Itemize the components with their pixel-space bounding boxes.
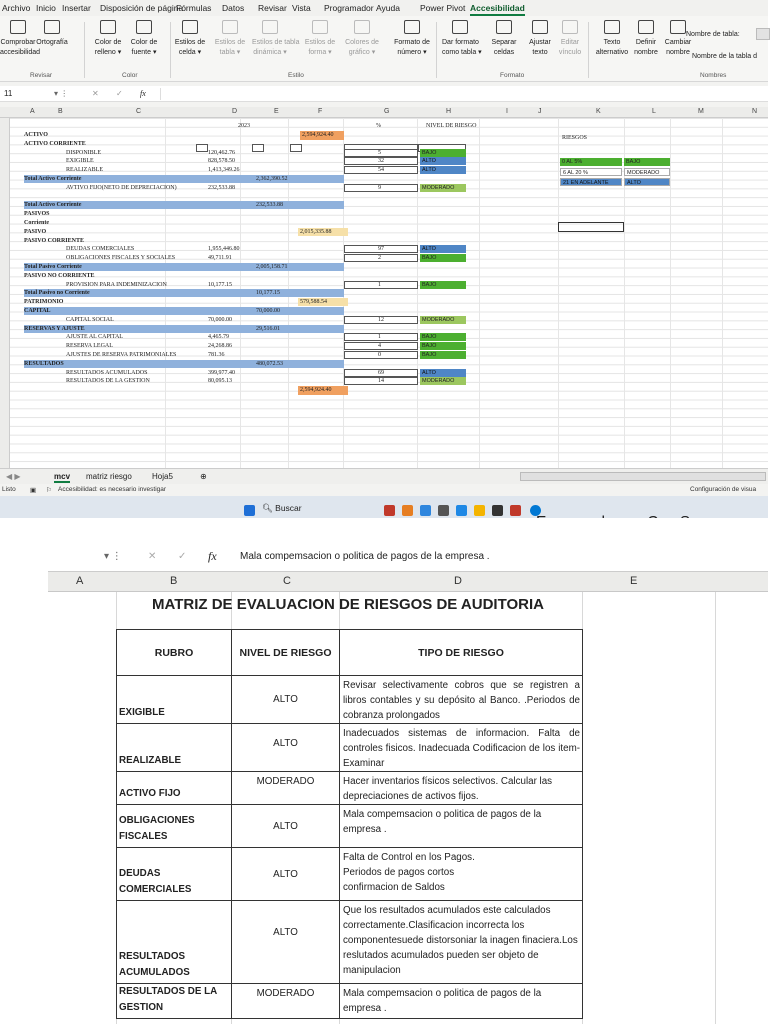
risk-level-cell[interactable]: MODERADO: [420, 316, 466, 324]
matrix-row: [117, 901, 583, 984]
risk-level-cell[interactable]: ALTO: [420, 166, 466, 174]
menu-tab-inicio[interactable]: Inicio: [36, 3, 56, 13]
legend-level[interactable]: ALTO: [624, 178, 670, 186]
subtotal-cell[interactable]: 70,000.00: [256, 308, 280, 314]
app-icon[interactable]: [456, 505, 467, 516]
formula-text[interactable]: Mala compemsacion o politica de pagos de la empresa .: [240, 551, 490, 562]
row-numbers: [0, 118, 10, 468]
sheet-tabs: [0, 468, 768, 484]
col-header[interactable]: K: [596, 108, 601, 115]
percent-cell[interactable]: 4: [378, 343, 381, 350]
percent-header: %: [376, 123, 381, 129]
tipo-riesgo-cell[interactable]: Inadecuados sistemas de informacion. Falta de controles fisicos. Inadecuada Codificacion de los item-Examinar: [340, 724, 583, 772]
col-header[interactable]: F: [318, 108, 323, 115]
amount-cell[interactable]: 232,533.88: [208, 184, 235, 191]
subtotal-cell[interactable]: 2,005,158.71: [256, 264, 288, 270]
rubro-cell[interactable]: ACTIVO FIJO: [117, 772, 232, 805]
percent-cell-border: [344, 351, 418, 359]
enter-icon[interactable]: ✓: [116, 89, 123, 98]
row-label[interactable]: CAPITAL: [24, 308, 51, 314]
amount-cell[interactable]: 70,000.00: [208, 316, 232, 323]
menu-tab-f-rmulas[interactable]: Fórmulas: [176, 3, 212, 13]
amount-cell[interactable]: 828,578.50: [208, 158, 235, 165]
row-label[interactable]: CAPITAL SOCIAL: [66, 316, 114, 323]
row-label[interactable]: RESERVAS Y AJUSTE: [24, 325, 85, 332]
tipo-riesgo-cell[interactable]: Mala compemsacion o politica de pagos de la empresa .: [340, 805, 583, 848]
ribbon-button-icon: [404, 20, 420, 34]
column-headers: [0, 107, 768, 118]
row-label[interactable]: AJUSTE AL CAPITAL: [66, 334, 123, 341]
ribbon-button[interactable]: [34, 20, 70, 47]
macro-icon[interactable]: ▣: [30, 487, 37, 494]
row-label[interactable]: RESERVA LEGAL: [66, 343, 113, 350]
group-total-cell[interactable]: 2,594,924.40: [298, 386, 348, 395]
row-label[interactable]: ACTIVO: [24, 132, 48, 138]
row-label[interactable]: Corriente: [24, 220, 49, 226]
risk-level-cell[interactable]: BAJO: [420, 149, 466, 157]
row-label[interactable]: PATRIMONIO: [24, 299, 64, 306]
worksheet-grid[interactable]: [10, 118, 768, 468]
subtotal-cell[interactable]: 480,072.53: [256, 360, 283, 367]
risk-level-cell[interactable]: MODERADO: [420, 184, 466, 192]
amount-cell[interactable]: 49,711.91: [208, 255, 232, 262]
status-accessibility[interactable]: Accesibilidad: es necesario investigar: [58, 486, 167, 493]
app-icon[interactable]: [492, 505, 503, 516]
row-label[interactable]: ACTIVO CORRIENTE: [24, 140, 86, 147]
ribbon-button-icon: [10, 20, 26, 34]
percent-cell-border: [344, 184, 418, 192]
percent-cell[interactable]: 9: [378, 184, 381, 191]
ribbon-button-icon: [262, 20, 278, 34]
percent-cell[interactable]: 97: [378, 246, 384, 253]
tipo-riesgo-cell[interactable]: Mala compemsacion o politica de pagos de la empresa .: [340, 984, 583, 1019]
ribbon-button[interactable]: [660, 20, 696, 57]
row-label[interactable]: PASIVOS: [24, 211, 50, 218]
amount-cell[interactable]: 1,413,349.26: [208, 167, 240, 174]
matrix-row: [117, 772, 583, 805]
percent-cell[interactable]: 14: [378, 378, 384, 385]
matrix-title: MATRIZ DE EVALUACION DE RIESGOS DE AUDITORIA: [152, 596, 544, 613]
search-icon: 🔍︎: [262, 503, 276, 513]
ribbon-button-icon: [354, 20, 370, 34]
worksheet-grid[interactable]: [48, 592, 768, 1024]
name-box-dropdown-icon[interactable]: ▾ ⋮: [104, 551, 122, 562]
row-label[interactable]: RESULTADOS ACUMULADOS: [66, 369, 148, 376]
percent-cell-border: [344, 254, 418, 262]
row-label[interactable]: DEUDAS COMERCIALES: [66, 246, 135, 253]
group-total-cell[interactable]: 2,015,335.88: [298, 228, 348, 236]
rubro-cell[interactable]: DEUDAS COMERCIALES: [117, 848, 232, 901]
table-name-input[interactable]: [756, 28, 770, 40]
percent-cell[interactable]: 69: [378, 369, 384, 376]
matrix-row: [117, 676, 583, 724]
ribbon-button-label: Colores de gráfico ▾: [345, 39, 379, 56]
ribbon-button-icon: [532, 20, 548, 34]
risk-level-cell[interactable]: BAJO: [420, 333, 466, 341]
row-label[interactable]: RESULTADOS: [24, 360, 64, 367]
col-header[interactable]: A: [30, 108, 35, 115]
amount-cell[interactable]: 10,177.15: [208, 281, 232, 288]
filter-dropdown[interactable]: [252, 144, 264, 152]
riesgos-header: RIESGOS: [562, 135, 588, 141]
row-label[interactable]: OBLIGACIONES FISCALES Y SOCIALES: [66, 255, 176, 262]
formula-bar: [48, 544, 768, 572]
amount-cell[interactable]: 399,977.40: [208, 369, 235, 376]
percent-cell[interactable]: 5: [378, 149, 381, 156]
row-label[interactable]: Total Pasivo no Corriente: [24, 290, 90, 297]
tipo-riesgo-cell[interactable]: Que los resultados acumulados este calculados correctamente.Clasificacion incorrecta los componentesuede distorsoniar la inagen finaciera.Los reslutados acumulados pueden ser objeto de manipulacion: [340, 901, 583, 984]
formula-bar: [0, 86, 768, 102]
filter-dropdown[interactable]: [196, 144, 208, 152]
ribbon-button-icon: [136, 20, 152, 34]
ribbon-button-icon: [562, 20, 578, 34]
col-header-c[interactable]: C: [283, 575, 291, 587]
ribbon-button-label: Comprobar accesibilidad: [0, 39, 41, 56]
nivel-cell[interactable]: ALTO: [232, 848, 340, 901]
col-header[interactable]: C: [136, 108, 142, 115]
ribbon-button-label: Estilos de tabla ▾: [214, 39, 246, 56]
ribbon-group-label: Color: [122, 72, 138, 79]
nivel-cell[interactable]: MODERADO: [232, 772, 340, 805]
function-icon[interactable]: fx: [208, 549, 217, 563]
amount-cell[interactable]: 1,955,446.80: [208, 246, 240, 253]
name-box-dropdown-icon[interactable]: ▾ ⋮: [54, 89, 69, 98]
menu-tab-accesibilidad[interactable]: Accesibilidad: [470, 3, 525, 16]
percent-cell-border: [344, 149, 418, 157]
matrix-row: [117, 848, 583, 901]
total-row-band: [24, 360, 344, 368]
status-bar: [0, 484, 768, 496]
row-label[interactable]: PASIVO CORRIENTE: [24, 237, 84, 244]
windows-start-icon[interactable]: [244, 505, 255, 516]
row-label[interactable]: Total Pasivo Corriente: [24, 264, 82, 270]
risk-level-cell[interactable]: ALTO: [420, 245, 466, 253]
col-header[interactable]: H: [446, 108, 452, 115]
column-headers: [48, 572, 768, 592]
legend-level[interactable]: BAJO: [624, 158, 670, 166]
row-label[interactable]: PASIVO: [24, 228, 47, 235]
ribbon-button-label: Editar vínculo: [558, 39, 582, 56]
accessibility-icon[interactable]: ⚐: [46, 487, 52, 494]
ribbon-button-label: Color de fuente ▾: [130, 39, 158, 56]
ribbon-group-label: Revisar: [30, 72, 53, 79]
legend-range[interactable]: 6 AL 20 %: [560, 168, 622, 176]
col-header[interactable]: D: [232, 108, 238, 115]
risk-level-cell[interactable]: BAJO: [420, 281, 466, 289]
ribbon-button[interactable]: [394, 20, 430, 57]
row-label[interactable]: PASIVO NO CORRIENTE: [24, 272, 95, 279]
app-icon[interactable]: [420, 505, 431, 516]
ribbon-button-label: Texto alternativo: [595, 39, 629, 56]
tipo-riesgo-cell[interactable]: Falta de Control en los Pagos. Periodos de pagos cortos confirmacion de Saldos: [340, 848, 583, 901]
ribbon-button[interactable]: [172, 20, 208, 57]
selected-cell[interactable]: [558, 222, 624, 232]
ribbon-button[interactable]: [126, 20, 162, 57]
ribbon-button-label: Color de relleno ▾: [94, 39, 122, 56]
ribbon-group-label: Nombres: [700, 72, 727, 79]
menu-tab-ayuda[interactable]: Ayuda: [376, 3, 400, 13]
matrix-row: [117, 984, 583, 1019]
name-box[interactable]: 11: [4, 89, 13, 98]
ribbon-button-label: Definir nombre: [634, 39, 658, 56]
menu-tab-power-pivot[interactable]: Power Pivot: [420, 3, 466, 13]
ribbon-button-icon: [452, 20, 468, 34]
risk-level-cell[interactable]: BAJO: [420, 351, 466, 359]
ribbon-button[interactable]: [442, 20, 482, 57]
row-label[interactable]: DISPONIBLE: [66, 149, 102, 156]
row-label[interactable]: REALIZABLE: [66, 167, 103, 174]
status-display-settings[interactable]: Configuración de visua: [690, 486, 757, 493]
nivel-cell[interactable]: MODERADO: [232, 984, 340, 1019]
percent-cell-border: [344, 281, 418, 289]
ribbon-button[interactable]: [486, 20, 522, 57]
subtotal-cell[interactable]: 10,177.15: [256, 290, 280, 297]
app-icon[interactable]: [510, 505, 521, 516]
header-rubro: RUBRO: [117, 630, 232, 676]
col-header[interactable]: M: [698, 108, 704, 115]
amount-cell[interactable]: 80,095.13: [208, 378, 232, 385]
ribbon-button-icon: [638, 20, 654, 34]
subtotal-cell[interactable]: 2,362,390.52: [256, 176, 288, 182]
row-label[interactable]: PROVISION PARA INDEMINIZACION: [66, 281, 167, 288]
ribbon-button[interactable]: [552, 20, 588, 57]
ribbon-button[interactable]: [594, 20, 630, 57]
ribbon-button-label: Estilos de celda ▾: [174, 39, 206, 56]
percent-cell-border: [344, 333, 418, 341]
ribbon-button-label: Formato de número ▾: [394, 39, 430, 56]
nivel-cell[interactable]: ALTO: [232, 805, 340, 848]
function-icon[interactable]: fx: [140, 89, 146, 98]
matrix-row: [117, 724, 583, 772]
matrix-row: [117, 805, 583, 848]
add-sheet-icon[interactable]: ⊕: [200, 472, 207, 481]
percent-cell[interactable]: 32: [378, 158, 384, 165]
filter-dropdown[interactable]: [290, 144, 302, 152]
ribbon-button[interactable]: [90, 20, 126, 57]
total-row-band: [24, 307, 344, 315]
risk-level-cell[interactable]: BAJO: [420, 342, 466, 350]
ribbon-button-label: Ortografía: [36, 39, 68, 46]
ribbon-button-label: Dar formato como tabla ▾: [442, 39, 482, 56]
tipo-riesgo-cell[interactable]: Hacer inventarios físicos selectivos. Calcular las depreciaciones de activos fijos.: [340, 772, 583, 805]
header-tipo: TIPO DE RIESGO: [340, 630, 583, 676]
col-header-a[interactable]: A: [76, 575, 84, 587]
rubro-cell[interactable]: RESULTADOS ACUMULADOS: [117, 901, 232, 984]
ribbon-button[interactable]: [628, 20, 664, 57]
ribbon-button[interactable]: [302, 20, 338, 57]
ribbon-button-label: Estilos de tabla dinámica ▾: [252, 39, 300, 56]
amount-cell[interactable]: 4,465.79: [208, 334, 229, 341]
row-label[interactable]: RESULTADOS DE LA GESTION: [66, 378, 150, 385]
col-header-e[interactable]: E: [630, 575, 638, 587]
col-header[interactable]: B: [58, 108, 63, 115]
taskbar-search[interactable]: 🔍︎ Buscar: [262, 503, 302, 513]
risk-level-cell[interactable]: MODERADO: [420, 377, 466, 385]
risk-level-cell[interactable]: ALTO: [420, 369, 466, 377]
table-name-label-2: Nombre de la tabla d: [692, 53, 757, 60]
horizontal-scrollbar[interactable]: [520, 472, 766, 481]
menu-tab-vista[interactable]: Vista: [292, 3, 311, 13]
rubro-cell[interactable]: OBLIGACIONES FISCALES: [117, 805, 232, 848]
app-icon[interactable]: [438, 505, 449, 516]
ribbon-button-label: Ajustar texto: [529, 39, 551, 56]
menu-tab-disposici-n-de-p-gina[interactable]: Disposición de página: [100, 3, 184, 13]
page-gap: [0, 518, 768, 544]
col-header[interactable]: E: [274, 108, 279, 115]
ribbon-button[interactable]: [252, 20, 300, 57]
percent-cell[interactable]: 1: [378, 334, 381, 341]
year-header: 2023: [238, 123, 250, 129]
cancel-icon[interactable]: ✕: [92, 89, 99, 98]
excel-screenshot-bottom: [48, 544, 768, 1024]
row-label[interactable]: AVTIVO FIJO(NETO DE DEPRECIACION): [66, 184, 177, 191]
subtotal-cell[interactable]: 29,516.01: [256, 325, 280, 332]
percent-cell[interactable]: 2: [378, 255, 381, 262]
tab-scroll-left-icon[interactable]: ◀ ▶: [6, 472, 21, 481]
col-header[interactable]: L: [652, 108, 656, 115]
percent-cell[interactable]: 54: [378, 167, 384, 174]
percent-cell[interactable]: 1: [378, 281, 381, 288]
percent-cell[interactable]: 0: [378, 352, 381, 358]
risk-level-cell[interactable]: BAJO: [420, 254, 466, 262]
tipo-riesgo-cell[interactable]: Revisar selectivamente cobros que se registren a libros contables y su depósito al Banco. .Periodos de cobranza prolongados: [340, 676, 583, 724]
percent-cell[interactable]: 12: [378, 316, 384, 323]
ribbon-button-icon: [222, 20, 238, 34]
app-icon[interactable]: [402, 505, 413, 516]
rubro-cell[interactable]: RESULTADOS DE LA GESTION: [117, 984, 232, 1019]
ribbon-button[interactable]: [212, 20, 248, 57]
ribbon-button-icon: [312, 20, 328, 34]
legend-range[interactable]: 21 EN ADELANTE: [560, 178, 622, 186]
nivel-riesgo-header: NIVEL DE RIESGO: [426, 123, 477, 129]
ribbon-group-label: Formato: [500, 72, 525, 79]
row-label[interactable]: Total Activo Corriente: [24, 176, 82, 182]
ribbon-button-label: Separar celdas: [491, 39, 517, 56]
col-header[interactable]: N: [752, 108, 758, 115]
col-header-d[interactable]: D: [454, 575, 462, 587]
rubro-cell[interactable]: REALIZABLE: [117, 724, 232, 772]
formula-input[interactable]: [160, 88, 766, 100]
nivel-cell[interactable]: ALTO: [232, 724, 340, 772]
ribbon-button-icon: [100, 20, 116, 34]
ribbon-button[interactable]: [344, 20, 380, 57]
col-header-b[interactable]: B: [170, 575, 178, 587]
total-activo-cell[interactable]: 2,594,924.40: [300, 131, 344, 140]
cancel-icon[interactable]: ✕: [148, 551, 157, 562]
enter-icon[interactable]: ✓: [178, 551, 187, 562]
legend-level[interactable]: MODERADO: [624, 168, 670, 176]
amount-cell[interactable]: 24,268.86: [208, 343, 232, 350]
percent-cell-border: [344, 342, 418, 350]
nivel-cell[interactable]: ALTO: [232, 901, 340, 984]
col-header[interactable]: J: [538, 108, 542, 115]
menu-tab-revisar[interactable]: Revisar: [258, 3, 287, 13]
header-nivel: NIVEL DE RIESGO: [232, 630, 340, 676]
ribbon-button[interactable]: [0, 20, 41, 57]
ribbon-button-label: Estilos de forma ▾: [304, 39, 336, 56]
ribbon-button-icon: [670, 20, 686, 34]
ribbon-button-label: Cambiar nombre: [664, 39, 692, 56]
risk-level-cell[interactable]: ALTO: [420, 157, 466, 165]
status-ready: Listo: [2, 486, 16, 493]
row-label[interactable]: EXIGIBLE: [66, 158, 94, 165]
col-header[interactable]: I: [506, 108, 508, 115]
ribbon-button-icon: [182, 20, 198, 34]
amount-cell[interactable]: 120,462.76: [208, 149, 235, 156]
ribbon-button-icon: [496, 20, 512, 34]
col-header[interactable]: G: [384, 108, 390, 115]
menu-tab-insertar[interactable]: Insertar: [62, 3, 91, 13]
ribbon-group-label: Estilo: [288, 72, 304, 79]
menu-tab-programador[interactable]: Programador: [324, 3, 374, 13]
amount-cell[interactable]: 781.36: [208, 352, 225, 358]
table-name-label: Nombre de tabla:: [686, 31, 740, 38]
app-icon[interactable]: [384, 505, 395, 516]
folder-icon[interactable]: [474, 505, 485, 516]
tab-mcv[interactable]: mcv: [54, 472, 71, 481]
subtotal-cell[interactable]: 232,533.88: [256, 202, 283, 209]
group-total-cell[interactable]: 579,588.54: [298, 298, 348, 306]
ribbon-toolbar: [0, 16, 768, 82]
row-label[interactable]: Total Activo Corriente: [24, 202, 82, 209]
nivel-cell[interactable]: ALTO: [232, 676, 340, 724]
tab-matriz-riesgo[interactable]: matriz riesgo: [86, 472, 132, 481]
menu-tab-archivo[interactable]: Archivo: [2, 3, 31, 13]
ribbon-menu-bar: [0, 0, 768, 16]
ribbon-button-icon: [44, 20, 60, 34]
rubro-cell[interactable]: EXIGIBLE: [117, 676, 232, 724]
tab-hoja5[interactable]: Hoja5: [152, 472, 173, 481]
row-label[interactable]: AJUSTES DE RESERVA PATRIMONIALES: [66, 352, 177, 358]
ribbon-button-icon: [604, 20, 620, 34]
legend-range[interactable]: 0 AL 5%: [560, 158, 622, 166]
risk-matrix-table: [116, 629, 583, 1019]
menu-tab-datos[interactable]: Datos: [222, 3, 245, 13]
